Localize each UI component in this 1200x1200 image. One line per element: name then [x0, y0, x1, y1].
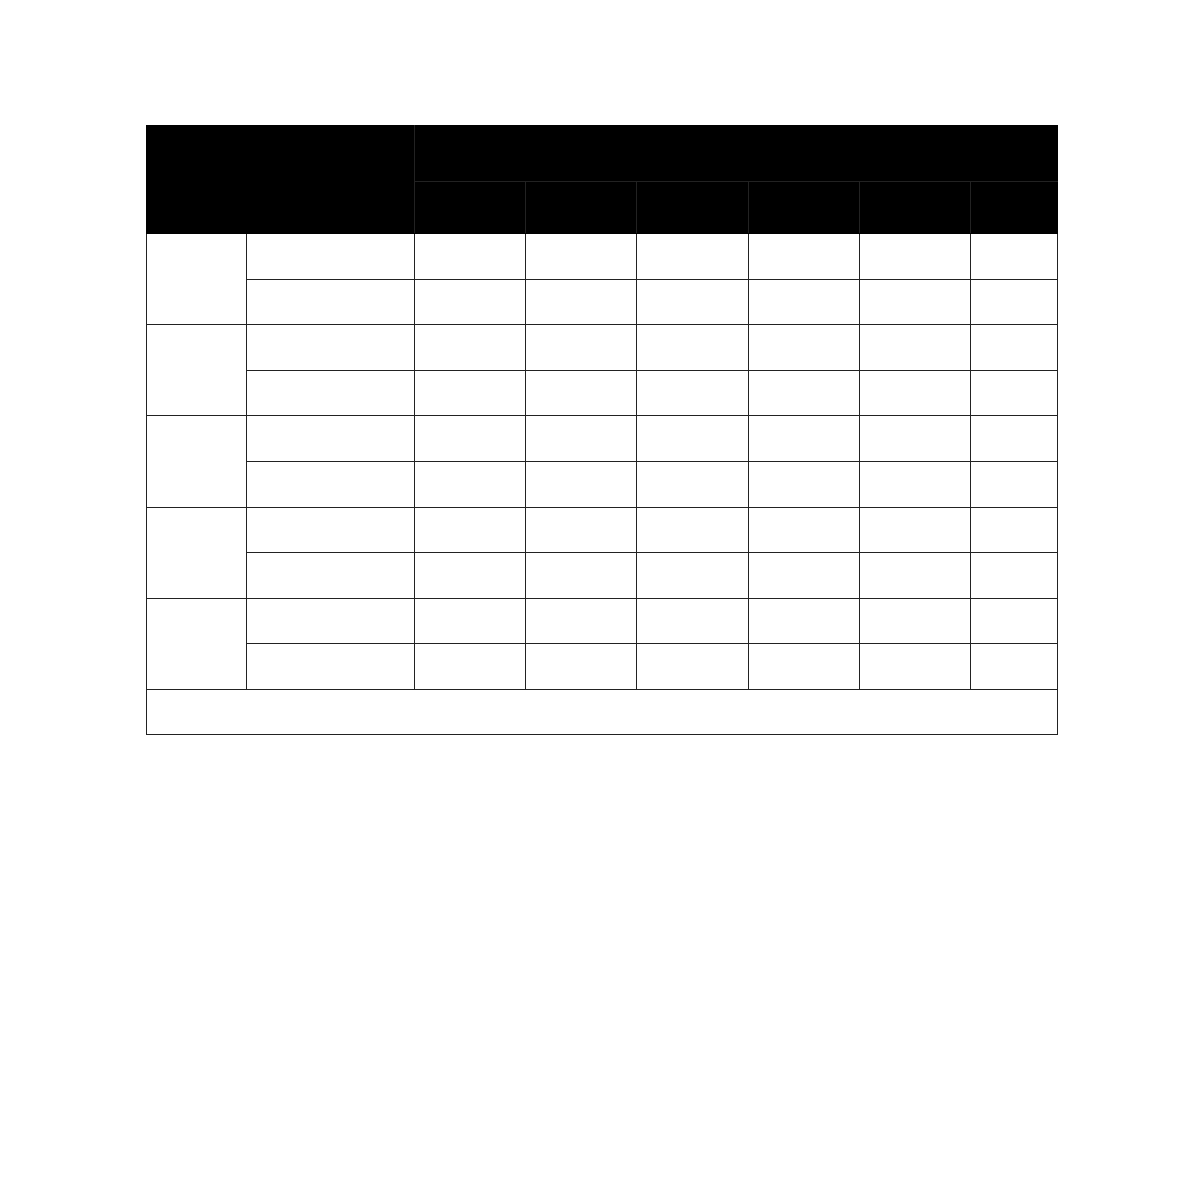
size-col-s [415, 182, 526, 234]
value-cell [971, 598, 1058, 644]
value-cell [860, 279, 971, 325]
value-cell [971, 279, 1058, 325]
table-row [147, 370, 1058, 416]
table-row [147, 553, 1058, 599]
value-cell [860, 234, 971, 280]
value-cell [526, 553, 637, 599]
size-note [147, 689, 1058, 734]
unit-label [247, 234, 415, 280]
value-cell [749, 507, 860, 553]
unit-label [247, 416, 415, 462]
value-cell [749, 279, 860, 325]
value-cell [637, 553, 749, 599]
value-cell [971, 507, 1058, 553]
value-cell [749, 416, 860, 462]
value-cell [637, 279, 749, 325]
unit-label [247, 370, 415, 416]
value-cell [526, 325, 637, 371]
value-cell [971, 644, 1058, 690]
value-cell [526, 279, 637, 325]
measurement-hem [147, 507, 247, 598]
unit-label [247, 598, 415, 644]
value-cell [860, 370, 971, 416]
value-cell [637, 598, 749, 644]
value-cell [971, 325, 1058, 371]
value-cell [415, 234, 526, 280]
value-cell [415, 461, 526, 507]
value-cell [637, 416, 749, 462]
value-cell [637, 234, 749, 280]
value-cell [526, 416, 637, 462]
value-cell [637, 461, 749, 507]
table-row [147, 598, 1058, 644]
measurement-header [147, 126, 415, 234]
value-cell [971, 461, 1058, 507]
unit-label [247, 644, 415, 690]
value-cell [415, 416, 526, 462]
value-cell [526, 461, 637, 507]
size-col-l [637, 182, 749, 234]
value-cell [860, 461, 971, 507]
value-cell [415, 644, 526, 690]
table-row [147, 461, 1058, 507]
measurement-shoulder [147, 234, 247, 325]
value-cell [526, 370, 637, 416]
value-cell [526, 644, 637, 690]
value-cell [749, 598, 860, 644]
value-cell [749, 644, 860, 690]
value-cell [749, 461, 860, 507]
value-cell [637, 644, 749, 690]
unit-label [247, 279, 415, 325]
value-cell [971, 370, 1058, 416]
value-cell [860, 644, 971, 690]
size-col-xl [749, 182, 860, 234]
measurement-bust [147, 325, 247, 416]
value-cell [415, 370, 526, 416]
size-header [415, 126, 1058, 182]
table-row [147, 416, 1058, 462]
measurement-sleeve [147, 416, 247, 507]
value-cell [860, 598, 971, 644]
measurement-center-back-length [147, 598, 247, 689]
unit-label [247, 507, 415, 553]
unit-label [247, 325, 415, 371]
table-row [147, 234, 1058, 280]
table-row [147, 507, 1058, 553]
table-row [147, 279, 1058, 325]
value-cell [860, 553, 971, 599]
size-col-xxxl [971, 182, 1058, 234]
value-cell [860, 416, 971, 462]
value-cell [749, 234, 860, 280]
value-cell [415, 279, 526, 325]
value-cell [637, 507, 749, 553]
value-cell [860, 507, 971, 553]
value-cell [637, 370, 749, 416]
value-cell [415, 553, 526, 599]
size-col-m [526, 182, 637, 234]
value-cell [749, 553, 860, 599]
unit-label [247, 461, 415, 507]
value-cell [971, 553, 1058, 599]
value-cell [415, 325, 526, 371]
value-cell [749, 325, 860, 371]
table-row [147, 644, 1058, 690]
size-table [146, 125, 1058, 735]
value-cell [526, 598, 637, 644]
value-cell [749, 370, 860, 416]
value-cell [415, 507, 526, 553]
value-cell [971, 416, 1058, 462]
unit-label [247, 553, 415, 599]
value-cell [526, 234, 637, 280]
table-row [147, 325, 1058, 371]
value-cell [637, 325, 749, 371]
value-cell [415, 598, 526, 644]
value-cell [971, 234, 1058, 280]
size-chart [146, 125, 1057, 735]
size-col-xxl [860, 182, 971, 234]
value-cell [526, 507, 637, 553]
value-cell [860, 325, 971, 371]
